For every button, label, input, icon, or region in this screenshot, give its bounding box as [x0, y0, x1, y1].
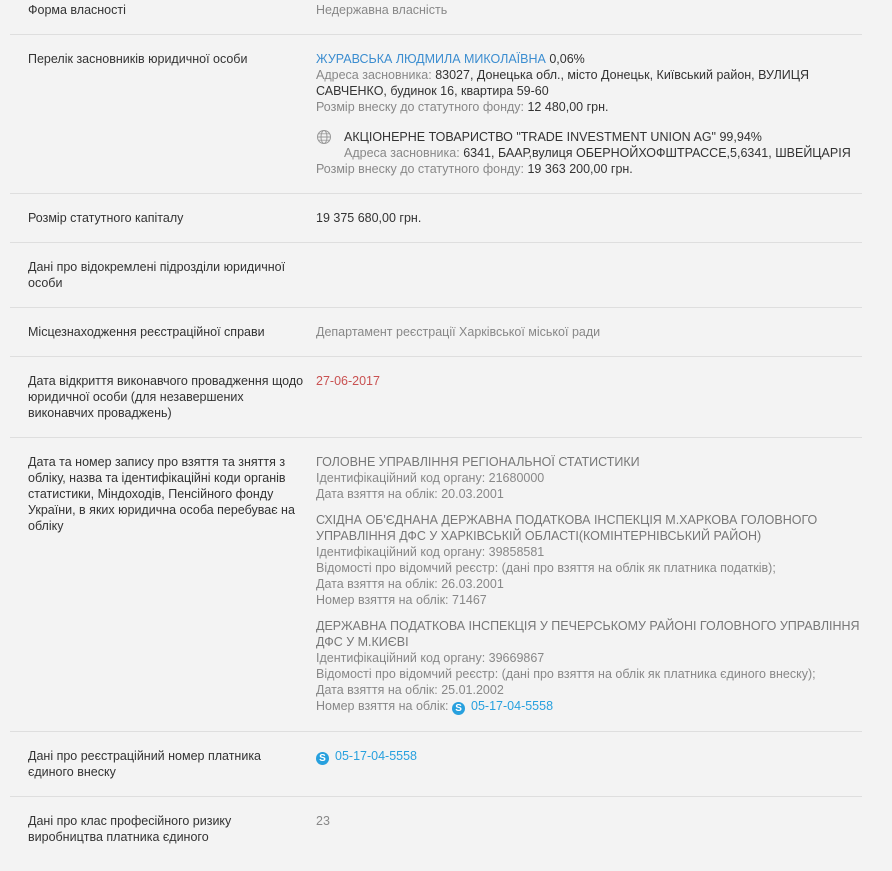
reg-2-date: Дата взяття на облік: 26.03.2001 — [316, 577, 504, 591]
risk-label: Дані про клас професійного ризику виробництва платника єдиного — [28, 814, 232, 844]
founder-2-capital-label: Розмір внеску до статутного фонду: — [316, 162, 524, 176]
row-esv — [10, 732, 862, 797]
capital-value: 19 375 680,00 грн. — [316, 211, 422, 225]
founder-2-share: 99,94% — [719, 130, 762, 144]
founder-1-addr: 83027, Донецька обл., місто Донецьк, Київський район, ВУЛИЦЯ САВЧЕНКО, будинок 16, квартира 59-60 — [316, 68, 810, 98]
enforcement-date: 27-06-2017 — [316, 374, 380, 388]
reg-3-code: Ідентифікаційний код органу: 39669867 — [316, 651, 545, 665]
reg-1-org: ГОЛОВНЕ УПРАВЛІННЯ РЕГІОНАЛЬНОЇ СТАТИСТИКИ — [316, 455, 640, 469]
reg-2-code: Ідентифікаційний код органу: 39858581 — [316, 545, 545, 559]
founder-1-name-link[interactable]: ЖУРАВСЬКА ЛЮДМИЛА МИКОЛАЇВНА — [316, 52, 546, 66]
founder-1-capital: 12 480,00 грн. — [527, 100, 609, 114]
reg-3-date: Дата взяття на облік: 25.01.2002 — [316, 683, 504, 697]
founder-1-addr-label: Адреса засновника: — [316, 68, 432, 82]
esv-label: Дані про реєстраційний номер платника єдиного внеску — [28, 749, 262, 779]
founder-2-addr-label: Адреса засновника: — [344, 146, 460, 160]
reg-2-info: Відомості про відомчий реєстр: (дані про взяття на облік як платника податків); — [316, 561, 776, 575]
registration-block-2 — [316, 512, 862, 608]
reg-1-code: Ідентифікаційний код органу: 21680000 — [316, 471, 545, 485]
reg-3-num-skype-link[interactable]: 05-17-04-5558 — [471, 699, 554, 713]
founder-1-capital-label: Розмір внеску до статутного фонду: — [316, 100, 524, 114]
reg-1-date: Дата взяття на облік: 20.03.2001 — [316, 487, 504, 501]
capital-label: Розмір статутного капіталу — [28, 211, 184, 225]
reg-3-org: ДЕРЖАВНА ПОДАТКОВА ІНСПЕКЦІЯ У ПЕЧЕРСЬКОМУ РАЙОНІ ГОЛОВНОГО УПРАВЛІННЯ ДФС У М.КИЄВІ — [316, 619, 860, 649]
branches-label: Дані про відокремлені підрозділи юридичної особи — [28, 260, 286, 290]
reg-2-org: СХІДНА ОБ'ЄДНАНА ДЕРЖАВНА ПОДАТКОВА ІНСПЕКЦІЯ М.ХАРКОВА ГОЛОВНОГО УПРАВЛІННЯ ДФС У ХАРКІВСЬКІЙ ОБЛАСТІ(КОМІНТЕРНІВСЬКИЙ РАЙОН) — [316, 513, 818, 543]
location-label: Місцезнаходження реєстраційної справи — [28, 325, 265, 339]
reg-3-info: Відомості про відомчий реєстр: (дані про взяття на облік як платника єдиного внеску); — [316, 667, 816, 681]
reg-2-num: Номер взяття на облік: 71467 — [316, 593, 487, 607]
founder-1 — [316, 51, 862, 115]
founder-2 — [316, 129, 862, 177]
registration-label: Дата та номер запису про взяття та зняття з обліку, назва та ідентифікаційні коди органів статистики, Міндоходів, Пенсійного фонду України, в яких юридична особа перебуває на обліку — [28, 455, 295, 533]
location-value: Департамент реєстрації Харківської міської ради — [316, 325, 601, 339]
globe-icon — [316, 129, 332, 145]
row-capital — [10, 194, 862, 243]
skype-icon: S — [316, 752, 329, 765]
ownership-value: Недержавна власність — [316, 3, 448, 17]
row-branches — [10, 243, 862, 308]
risk-value: 23 — [316, 814, 330, 828]
founder-2-capital: 19 363 200,00 грн. — [527, 162, 633, 176]
row-registration — [10, 438, 862, 732]
row-enforcement — [10, 357, 862, 438]
row-location — [10, 308, 862, 357]
row-risk — [10, 797, 862, 861]
founder-2-name: АКЦІОНЕРНЕ ТОВАРИСТВО "TRADE INVESTMENT UNION AG" — [344, 130, 716, 144]
founder-2-addr: 6341, БААР,вулиця ОБЕРНОЙХОФШТРАССЕ,5,6341, ШВЕЙЦАРІЯ — [463, 146, 851, 160]
enforcement-label: Дата відкриття виконавчого провадження щодо юридичної особи (для незавершених виконавчих проваджень) — [28, 374, 304, 420]
row-ownership — [10, 0, 862, 35]
skype-icon: S — [452, 702, 465, 715]
registration-block-3 — [316, 618, 862, 715]
founder-1-share: 0,06% — [549, 52, 585, 66]
row-founders — [10, 35, 862, 194]
registration-block-1 — [316, 454, 862, 502]
founders-label: Перелік засновників юридичної особи — [28, 52, 248, 66]
reg-3-num-label: Номер взяття на облік: — [316, 699, 449, 713]
ownership-label: Форма власності — [28, 3, 126, 17]
esv-skype-link[interactable]: 05-17-04-5558 — [335, 749, 418, 763]
